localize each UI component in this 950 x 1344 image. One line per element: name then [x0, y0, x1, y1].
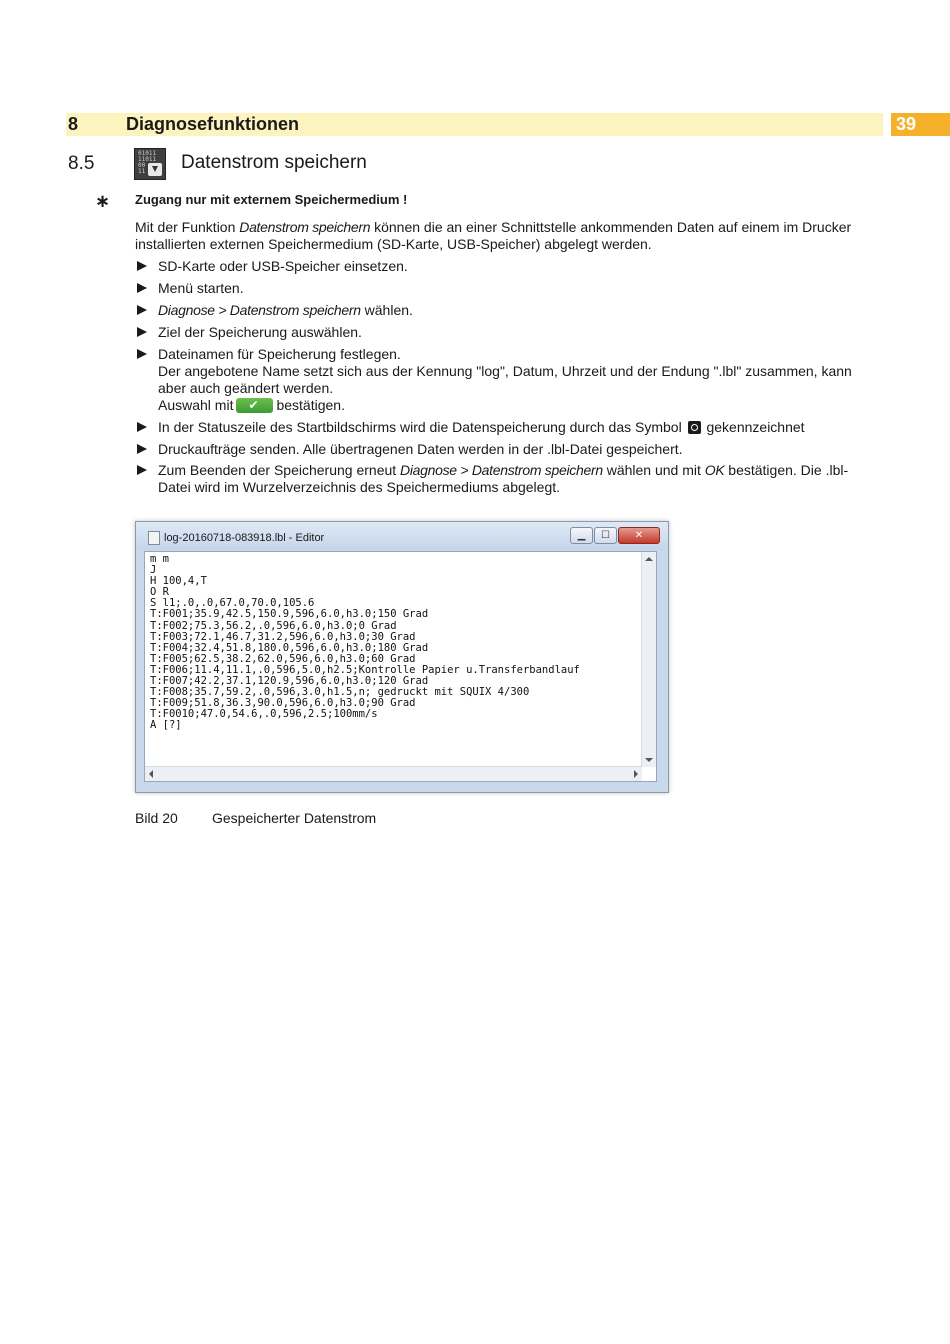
scroll-up-icon[interactable]: [645, 557, 653, 561]
section-title: Datenstrom speichern: [181, 152, 367, 173]
recording-status-icon: [688, 421, 701, 434]
horizontal-scrollbar[interactable]: [145, 766, 642, 781]
download-icon: [148, 163, 162, 176]
editor-line: T:F009;51.8,36.3,90.0,596,6.0,h3.0;90 Grad: [150, 697, 416, 710]
step-arrow-icon: [137, 465, 147, 475]
step-text: [158, 302, 878, 319]
window-titlebar: [136, 522, 668, 550]
step-text: [158, 419, 878, 436]
step-text-post: gekennzeichnet: [706, 419, 805, 435]
maximize-button[interactable]: ☐: [594, 527, 617, 544]
chapter-number: 8: [68, 114, 79, 134]
editor-line: J: [150, 564, 157, 577]
editor-line: S l1;.0,.0,67.0,70.0,105.6: [150, 597, 315, 610]
step-item: [135, 346, 875, 416]
section-number: 8.5: [68, 153, 95, 174]
step-text: Menü starten.: [158, 280, 244, 296]
step-line: Auswahl mit: [158, 397, 234, 413]
data-stream-save-icon: [134, 148, 166, 180]
editor-line: A [?]: [150, 719, 182, 732]
step-line: bestätigen.: [276, 397, 345, 413]
minimize-button[interactable]: ▁: [570, 527, 593, 544]
step-item: [135, 462, 875, 498]
close-button[interactable]: ✕: [618, 527, 660, 544]
editor-line: H 100,4,T: [150, 575, 207, 588]
step-text: SD-Karte oder USB-Speicher einsetzen.: [158, 258, 408, 274]
figure-caption-text: Gespeicherter Datenstrom: [212, 810, 377, 826]
editor-line: T:F005;62.5,38.2,62.0,596,6.0,h3.0;60 Grad: [150, 652, 416, 665]
step-item: [135, 419, 875, 436]
intro-function-name: Datenstrom speichern: [239, 219, 371, 235]
step-arrow-icon: [137, 305, 147, 315]
figure-caption-label: Bild 20: [135, 810, 178, 826]
step-text: Druckaufträge senden. Alle übertragenen Daten werden in der .lbl-Datei gespeichert.: [158, 441, 683, 457]
step-arrow-icon: [137, 349, 147, 359]
step-item: [135, 280, 875, 297]
step-item: [135, 302, 875, 319]
step-text: Ziel der Speicherung auswählen.: [158, 324, 362, 340]
note-text: Zugang nur mit externem Speichermedium !: [135, 192, 408, 207]
chapter-title: Diagnosefunktionen: [126, 114, 300, 134]
step-arrow-icon: [137, 283, 147, 293]
note-asterisk-icon: ∗: [95, 191, 111, 211]
step-arrow-icon: [137, 327, 147, 337]
step-item: [135, 324, 875, 341]
editor-line: m m: [150, 553, 169, 565]
intro-post: können die an einer Schnittstelle ankommenden Daten auf einem im Drucker installierten externen Speichermedium (SD-Karte, USB-Speicher) abgelegt werden.: [135, 219, 852, 252]
step-arrow-icon: [137, 261, 147, 271]
step-text-pre: Zum Beenden der Speicherung erneut: [158, 462, 401, 478]
ok-label: OK: [704, 462, 725, 478]
step-text-post: bestätigen. Die .lbl-Datei wird im Wurzelverzeichnis des Speichermediums abgelegt.: [158, 462, 849, 495]
page-number: 39: [896, 114, 917, 134]
editor-line: T:F007;42.2,37.1,120.9,596,6.0,h3.0;120 Grad: [150, 675, 429, 688]
step-text: [158, 346, 878, 414]
window-title: log-20160718-083918.lbl - Editor: [164, 532, 325, 544]
step-line: Der angebotene Name setzt sich aus der Kennung "log", Datum, Uhrzeit und der Endung ".lbl" zusammen, kann aber auch geändert werden.: [158, 363, 852, 396]
editor-line: T:F003;72.1,46.7,31.2,596,6.0,h3.0;30 Grad: [150, 630, 416, 643]
step-item: [135, 258, 875, 275]
icon-bits: 01011 11011 00 11: [138, 150, 157, 175]
editor-content: [150, 554, 580, 732]
step-item: [135, 441, 875, 458]
editor-window-screenshot: [135, 521, 669, 793]
step-text-pre: In der Statuszeile des Startbildschirms wird die Datenspeicherung durch das Symbol: [158, 419, 682, 435]
editor-line: T:F008;35.7,59.2,.0,596,3.0,h1.5,n; gedruckt mit SQUIX 4/300: [150, 686, 530, 699]
step-text-post: wählen.: [360, 302, 413, 318]
intro-pre: Mit der Funktion: [135, 219, 240, 235]
step-text-mid: wählen und mit: [602, 462, 705, 478]
editor-line: T:F001;35.9,42.5,150.9,596,6.0,h3.0;150 Grad: [150, 608, 429, 621]
scroll-left-icon[interactable]: [149, 770, 153, 778]
editor-line: T:F002;75.3,56.2,.0,596,6.0,h3.0;0 Grad: [150, 619, 397, 632]
editor-line: O R: [150, 586, 169, 599]
step-arrow-icon: [137, 444, 147, 454]
step-line: Dateinamen für Speicherung festlegen.: [158, 346, 401, 362]
editor-line: T:F006;11.4,11.1,.0,596,5.0,h2.5;Kontrolle Papier u.Transferbandlauf: [150, 663, 580, 676]
scroll-right-icon[interactable]: [634, 770, 638, 778]
step-arrow-icon: [137, 422, 147, 432]
window-controls: [569, 527, 660, 543]
vertical-scrollbar[interactable]: [641, 552, 656, 767]
editor-line: T:F004;32.4,51.8,180.0,596,6.0,h3.0;180 Grad: [150, 641, 429, 654]
editor-text-area[interactable]: [144, 551, 657, 782]
ok-checkmark-button: [236, 398, 273, 413]
menu-path: Diagnose > Datenstrom speichern: [158, 302, 361, 318]
editor-line: T:F0010;47.0,54.6,.0,596,2.5;100mm/s: [150, 708, 378, 721]
scroll-down-icon[interactable]: [645, 758, 653, 762]
step-text: [158, 462, 878, 496]
document-icon: [148, 531, 160, 545]
menu-path: Diagnose > Datenstrom speichern: [400, 462, 603, 478]
intro-paragraph: [135, 219, 875, 253]
